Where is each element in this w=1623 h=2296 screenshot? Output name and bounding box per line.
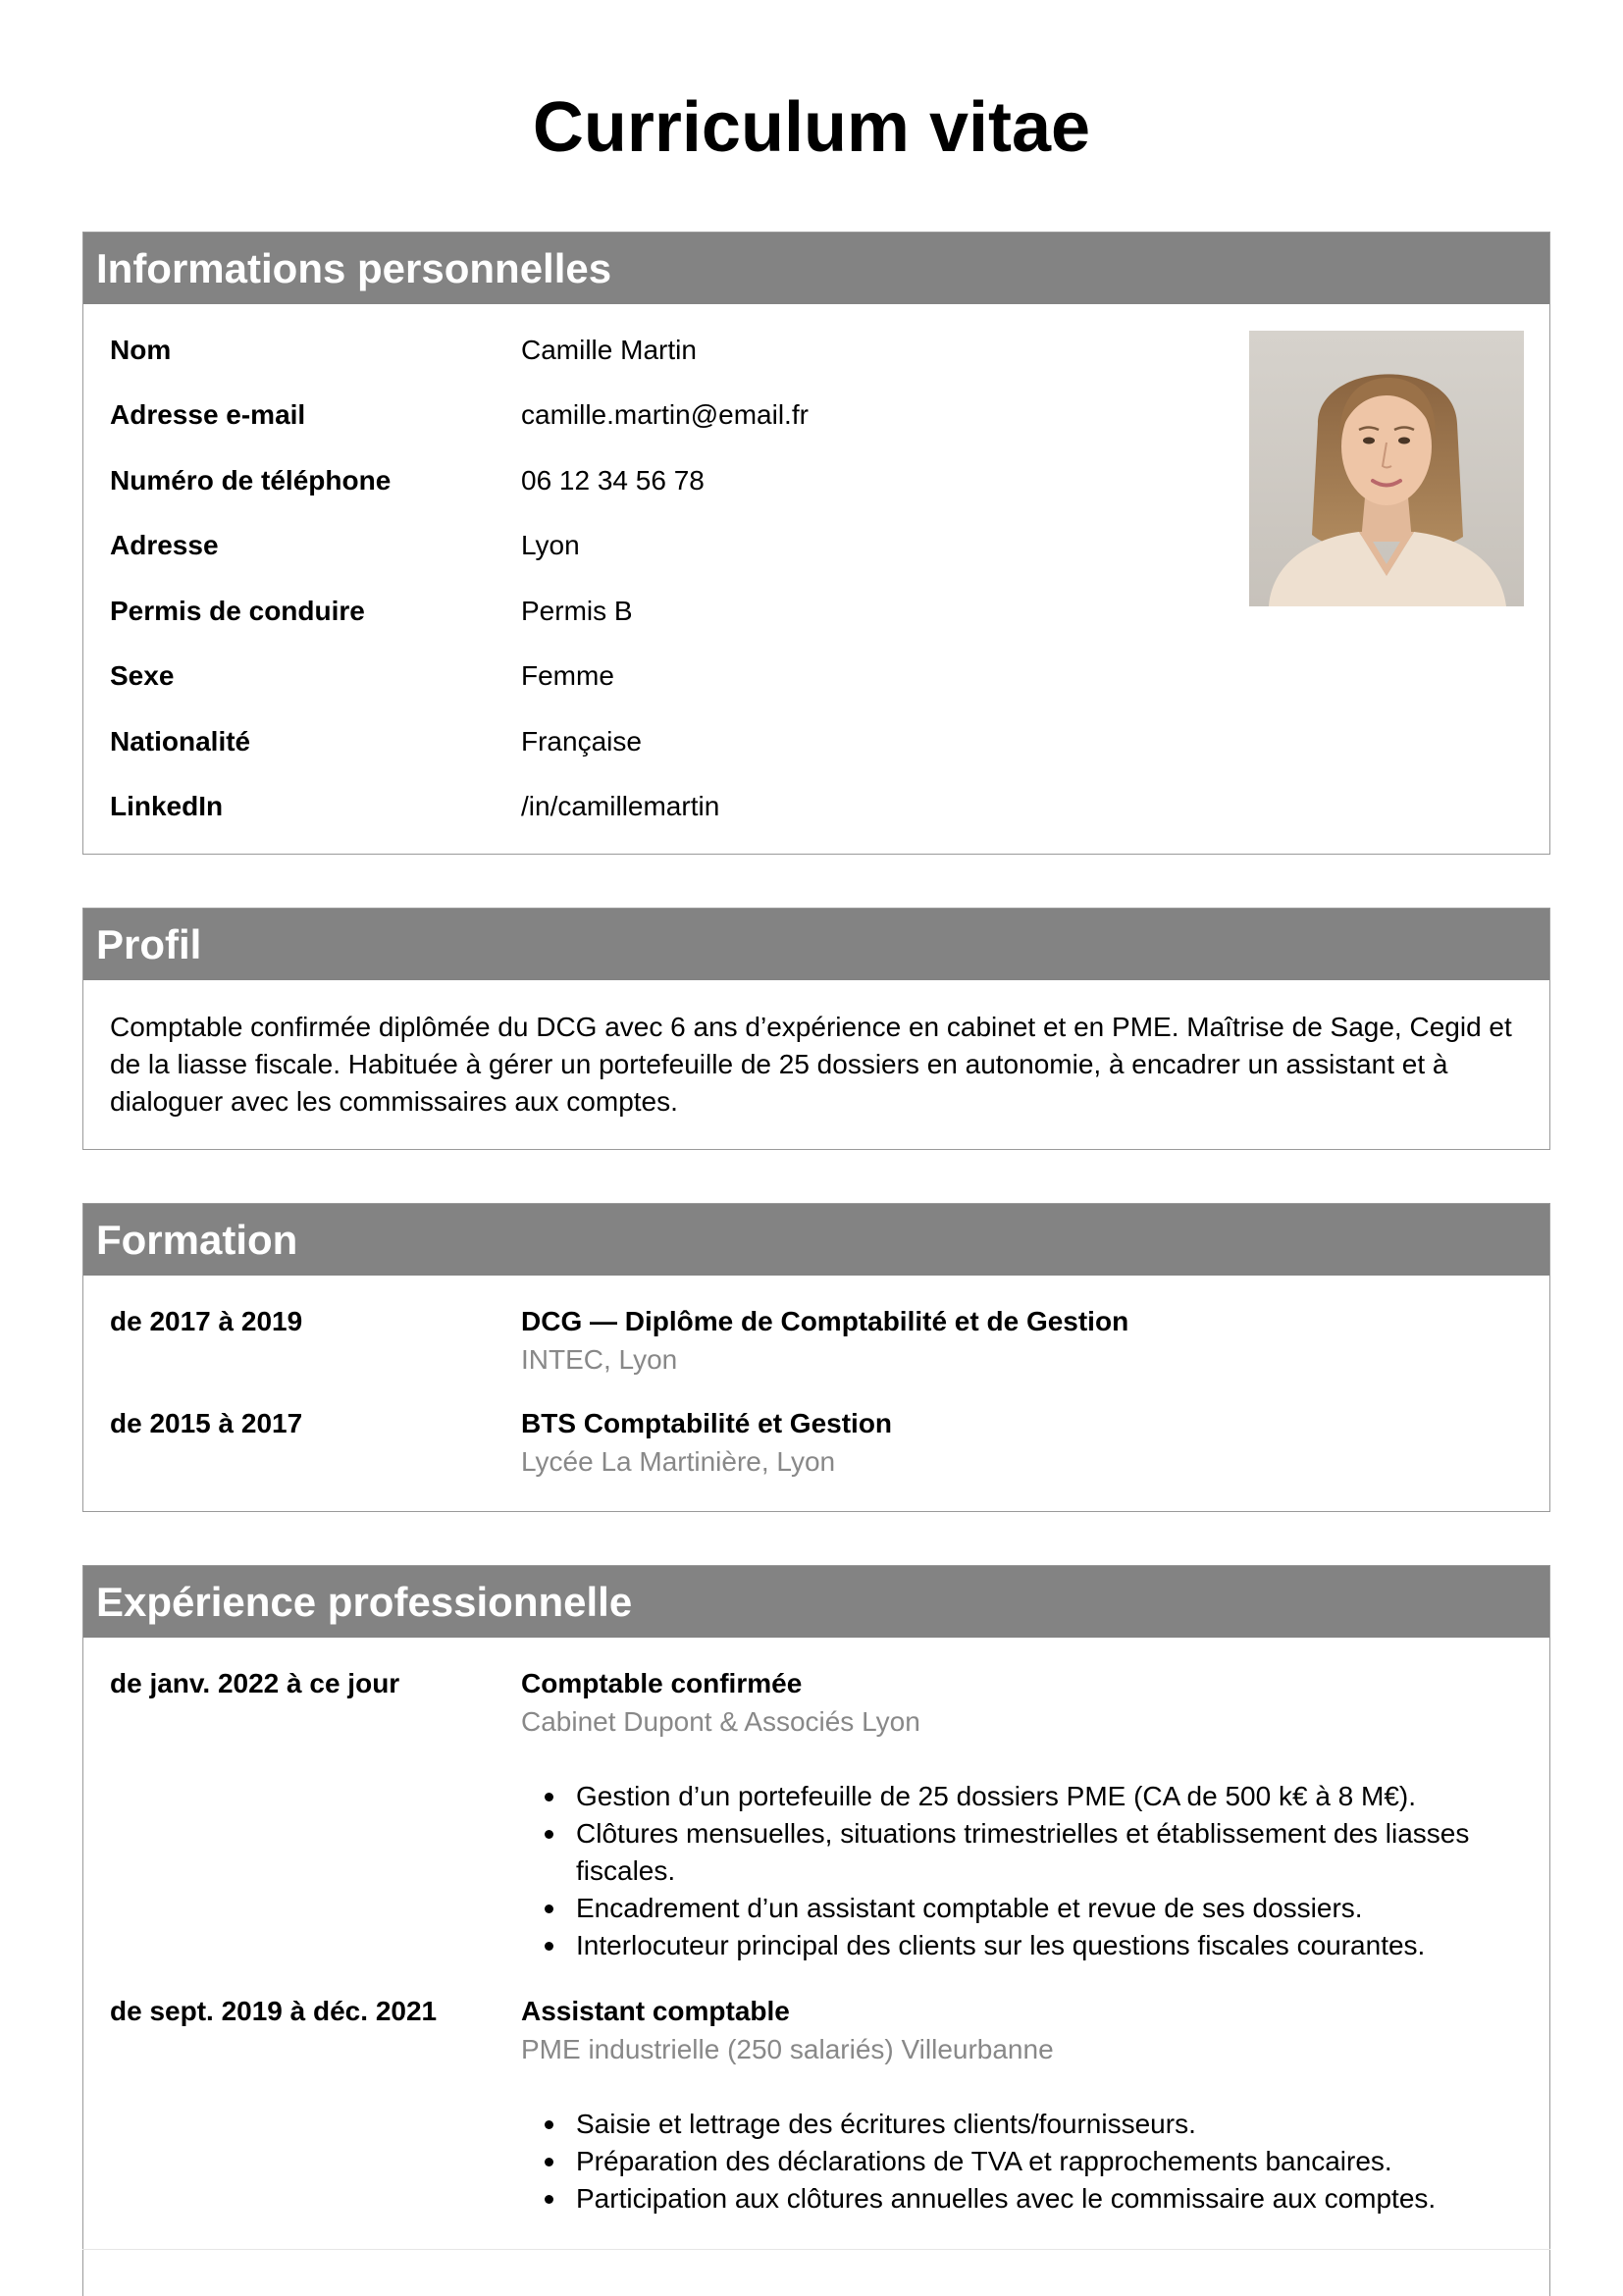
profile-section bbox=[82, 908, 1550, 1150]
field-value: /in/camillemartin bbox=[521, 791, 720, 821]
bullet-item: Interlocuteur principal des clients sur les questions fiscales courantes. bbox=[521, 1927, 1512, 1964]
field-value: Lyon bbox=[521, 530, 580, 560]
profile-photo bbox=[1249, 331, 1524, 606]
entry-place: INTEC, Lyon bbox=[521, 1344, 678, 1375]
field-value: 06 12 34 56 78 bbox=[521, 465, 705, 496]
entry-place: Cabinet Dupont & Associés Lyon bbox=[521, 1706, 920, 1737]
profile-summary-line: Comptable confirmée diplômée du DCG avec 6 ans d’expérience en cabinet et en PME. Maîtrise de Sage, Cegid et bbox=[110, 1012, 1512, 1042]
field-label: Nom bbox=[110, 335, 172, 365]
experience-heading: Expérience professionnelle bbox=[83, 1566, 1549, 1638]
field-label: Sexe bbox=[110, 660, 175, 691]
field-label: Adresse bbox=[110, 530, 219, 560]
experience-bullets bbox=[521, 1778, 1512, 1964]
profile-summary bbox=[110, 1009, 1523, 1121]
experience-section bbox=[82, 1565, 1550, 2296]
entry-title: Comptable confirmée bbox=[521, 1668, 803, 1698]
field-label: LinkedIn bbox=[110, 791, 224, 821]
field-label: Numéro de téléphone bbox=[110, 465, 392, 496]
field-label: Permis de conduire bbox=[110, 596, 365, 626]
bullet-item: Participation aux clôtures annuelles avec le commissaire aux comptes. bbox=[521, 2180, 1512, 2218]
bullet-item: Saisie et lettrage des écritures clients/fournisseurs. bbox=[521, 2106, 1512, 2143]
entry-date: de sept. 2019 à déc. 2021 bbox=[110, 1996, 438, 2026]
education-heading: Formation bbox=[83, 1204, 1549, 1276]
field-label: Nationalité bbox=[110, 726, 251, 757]
field-value: Femme bbox=[521, 660, 614, 691]
education-section bbox=[82, 1203, 1550, 1512]
profile-summary-line: de la liasse fiscale. Habituée à gérer un portefeuille de 25 dossiers en autonomie, à encadrer un assistant et à bbox=[110, 1049, 1448, 1079]
personal-info-heading: Informations personnelles bbox=[83, 233, 1549, 304]
experience-bullets bbox=[521, 2106, 1512, 2218]
field-label: Adresse e-mail bbox=[110, 399, 306, 430]
field-value: Française bbox=[521, 726, 642, 757]
field-value: Camille Martin bbox=[521, 335, 697, 365]
bullet-item: Encadrement d’un assistant comptable et revue de ses dossiers. bbox=[521, 1890, 1512, 1927]
field-value: Permis B bbox=[521, 596, 633, 626]
profile-summary-line: dialoguer avec les commissaires aux comptes. bbox=[110, 1086, 678, 1117]
entry-place: Lycée La Martinière, Lyon bbox=[521, 1446, 836, 1477]
personal-info-section bbox=[82, 232, 1550, 855]
page-bottom-divider bbox=[82, 2249, 1550, 2250]
page-title: Curriculum vitae bbox=[532, 88, 1091, 167]
entry-title: Assistant comptable bbox=[521, 1996, 790, 2026]
entry-date: de 2015 à 2017 bbox=[110, 1408, 303, 1438]
field-value: camille.martin@email.fr bbox=[521, 399, 809, 430]
entry-date: de 2017 à 2019 bbox=[110, 1306, 303, 1336]
entry-title: DCG — Diplôme de Comptabilité et de Gestion bbox=[521, 1306, 1129, 1336]
bullet-item: Préparation des déclarations de TVA et rapprochements bancaires. bbox=[521, 2143, 1512, 2180]
entry-place: PME industrielle (250 salariés) Villeurbanne bbox=[521, 2034, 1054, 2064]
profile-heading: Profil bbox=[83, 909, 1549, 980]
entry-date: de janv. 2022 à ce jour bbox=[110, 1668, 400, 1698]
bullet-item: Gestion d’un portefeuille de 25 dossiers PME (CA de 500 k€ à 8 M€). bbox=[521, 1778, 1512, 1815]
bullet-item: Clôtures mensuelles, situations trimestrielles et établissement des liasses fiscales. bbox=[521, 1815, 1512, 1890]
entry-title: BTS Comptabilité et Gestion bbox=[521, 1408, 893, 1438]
